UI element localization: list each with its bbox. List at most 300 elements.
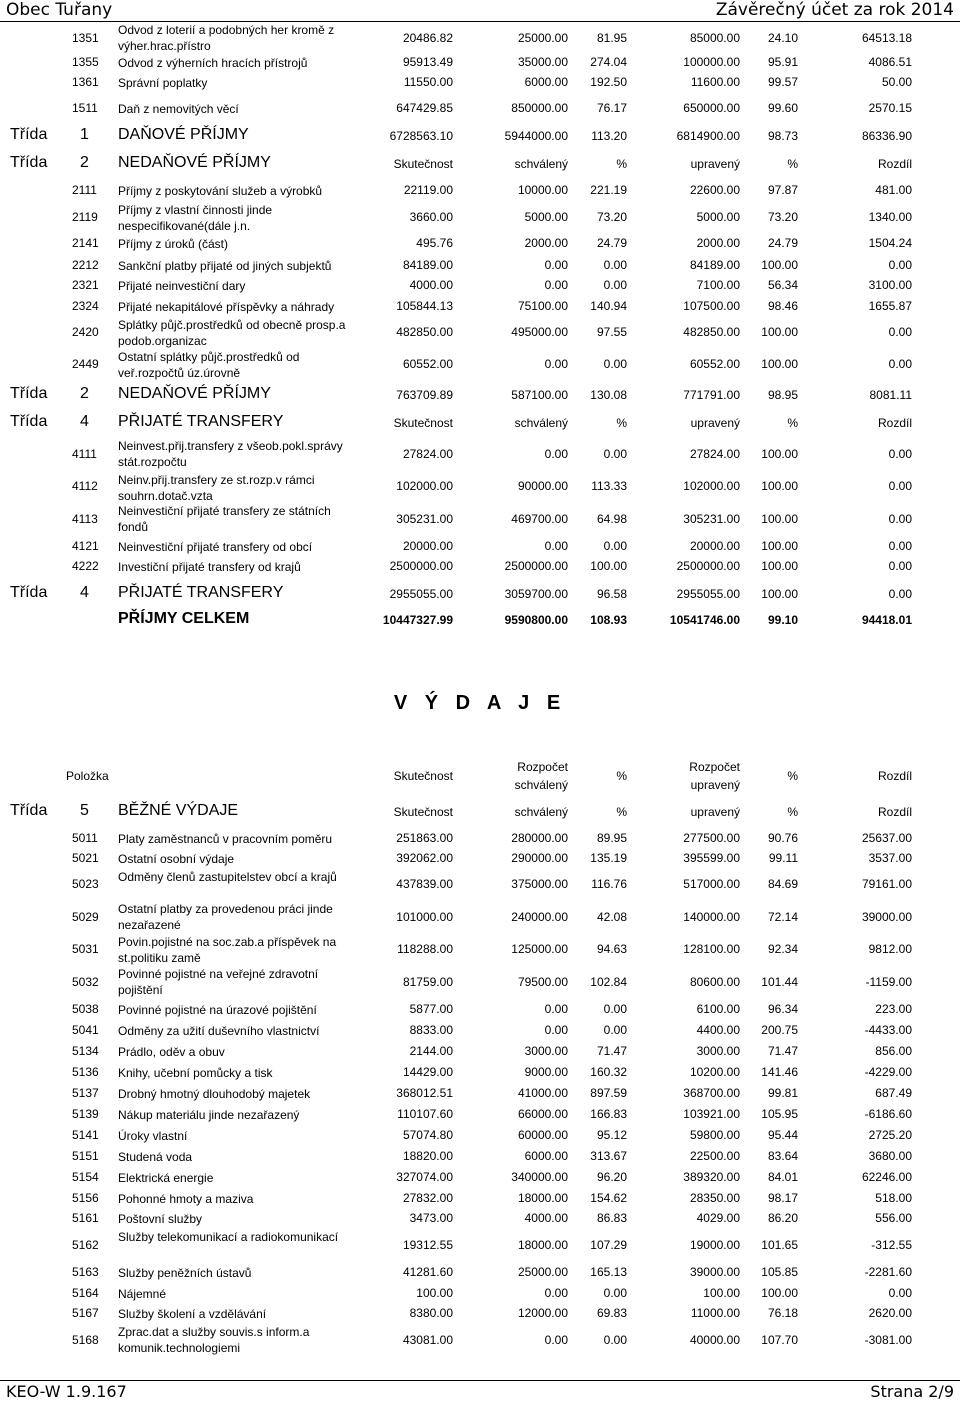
- row-name: Odměny za užití duševního vlastnictví: [118, 1024, 320, 1038]
- row-name: Přijaté nekapitálové příspěvky a náhrady: [118, 300, 335, 314]
- row-value-p1: 86.83: [596, 1211, 627, 1225]
- row-value-up: 128100.00: [683, 942, 740, 956]
- trida-label: Třída: [10, 385, 48, 402]
- row-value-sch: 495000.00: [511, 325, 568, 339]
- row-value-p2: 101.65: [761, 1238, 798, 1252]
- row-name: Nájemné: [118, 1287, 167, 1301]
- trida-label: Třída: [10, 126, 48, 143]
- row-value-p1: 221.19: [590, 183, 627, 197]
- row-value-r: 3100.00: [868, 278, 912, 292]
- row-value-p1: 0.00: [603, 447, 627, 461]
- table-row: [0, 317, 960, 349]
- trida-value-r: 8081.11: [869, 388, 912, 402]
- row-code: 5154: [72, 1170, 99, 1184]
- row-name: Odvod z loterií a podobných her kromě z výher.hrac.přístro: [118, 23, 335, 53]
- row-value-p2: 92.34: [767, 942, 798, 956]
- row-code: 2141: [72, 236, 99, 250]
- row-value-p2: 100.00: [761, 539, 798, 553]
- row-value-sch: 41000.00: [517, 1086, 568, 1100]
- row-value-p1: 102.84: [590, 975, 627, 989]
- trida-value-sch: schválený: [514, 416, 568, 430]
- row-value-r: -4433.00: [864, 1023, 912, 1037]
- row-code: 5156: [72, 1191, 99, 1205]
- row-value-p1: 107.29: [590, 1238, 627, 1252]
- row-name: Přijaté neinvestiční dary: [118, 279, 246, 293]
- row-value-p2: 56.34: [767, 278, 798, 292]
- row-value-sch: 0.00: [544, 258, 568, 272]
- row-value-r: 556.00: [875, 1211, 912, 1225]
- row-value-p2: 200.75: [761, 1023, 798, 1037]
- row-value-r: -1159.00: [865, 975, 912, 989]
- row-value-p2: 100.00: [761, 1286, 798, 1300]
- row-code: 4112: [72, 479, 98, 493]
- col-schvaleny: schválený: [514, 778, 568, 792]
- row-value-r: 0.00: [888, 539, 912, 553]
- col-pct1: %: [616, 769, 627, 783]
- row-value-p2: 90.76: [767, 831, 798, 845]
- row-value-r: -6186.60: [864, 1107, 912, 1121]
- row-value-p1: 69.83: [596, 1306, 627, 1320]
- table-row: [0, 829, 960, 849]
- row-value-up: 39000.00: [689, 1265, 740, 1279]
- table-row: [0, 74, 960, 92]
- row-value-s: 8833.00: [409, 1023, 453, 1037]
- row-value-sch: 0.00: [544, 278, 568, 292]
- trida-value-p2: %: [787, 416, 798, 430]
- col-rozpocet-a: Rozpočet: [517, 760, 568, 774]
- trida-value-s: Skutečnost: [393, 805, 453, 819]
- row-value-p1: 42.08: [596, 910, 627, 924]
- row-name: Správní poplatky: [118, 76, 208, 90]
- row-value-r: 64513.18: [861, 31, 912, 45]
- row-value-up: 395599.00: [683, 851, 740, 865]
- row-value-p2: 95.91: [767, 55, 798, 69]
- trida-number: 1: [80, 126, 89, 143]
- trida-total-row: [0, 124, 960, 146]
- row-value-up: 85000.00: [689, 31, 740, 45]
- row-code: 1361: [72, 75, 99, 89]
- row-name: Daň z nemovitých věcí: [118, 102, 239, 116]
- row-value-sch: 340000.00: [511, 1170, 568, 1184]
- row-value-sch: 0.00: [544, 1023, 568, 1037]
- row-value-p1: 94.63: [596, 942, 627, 956]
- row-value-p1: 113.33: [591, 479, 627, 493]
- table-row: [0, 1168, 960, 1188]
- celkem-value-sch: 9590800.00: [504, 613, 568, 627]
- row-value-sch: 60000.00: [517, 1128, 568, 1142]
- trida-label: Třída: [10, 154, 48, 171]
- row-value-p1: 0.00: [603, 1286, 627, 1300]
- row-value-s: 110107.60: [397, 1107, 453, 1121]
- row-value-r: 79161.00: [861, 877, 912, 891]
- trida-value-p1: %: [616, 805, 627, 819]
- row-value-p1: 0.00: [603, 258, 627, 272]
- table-row: [0, 538, 960, 556]
- row-name: Ostatní osobní výdaje: [118, 852, 235, 866]
- table-row: [0, 503, 960, 537]
- row-value-s: 27832.00: [402, 1191, 453, 1205]
- row-value-sch: 375000.00: [511, 877, 568, 891]
- row-value-sch: 25000.00: [517, 31, 568, 45]
- trida-name: NEDAŇOVÉ PŘÍJMY: [118, 385, 271, 402]
- row-name: Studená voda: [118, 1150, 193, 1164]
- row-value-p1: 192.50: [590, 75, 627, 89]
- row-value-up: 11600.00: [690, 75, 740, 89]
- row-name: Investiční přijaté transfery od krajů: [118, 560, 301, 574]
- row-value-p2: 100.00: [761, 559, 798, 573]
- row-value-s: 100.00: [416, 1286, 453, 1300]
- row-value-s: 4000.00: [409, 278, 453, 292]
- row-value-s: 11550.00: [403, 75, 453, 89]
- row-value-sch: 79500.00: [517, 975, 568, 989]
- row-value-up: 3000.00: [696, 1044, 740, 1058]
- trida-value-r: 86336.90: [861, 129, 912, 143]
- trida-name: PŘIJATÉ TRANSFERY: [118, 584, 284, 601]
- row-value-p2: 100.00: [761, 512, 798, 526]
- trida-value-sch: 3059700.00: [504, 587, 568, 601]
- row-value-sch: 0.00: [544, 447, 568, 461]
- row-name: Drobný hmotný dlouhodobý majetek: [118, 1087, 311, 1101]
- row-value-s: 118288.00: [397, 942, 453, 956]
- row-value-s: 495.76: [416, 236, 453, 250]
- row-name: Odměny členů zastupitelstev obcí a krajů: [118, 870, 337, 884]
- trida-number: 4: [80, 584, 89, 601]
- row-value-s: 327074.00: [396, 1170, 453, 1184]
- row-value-s: 43081.00: [402, 1333, 453, 1347]
- row-value-r: 2570.15: [868, 101, 912, 115]
- row-value-s: 27824.00: [402, 447, 453, 461]
- row-code: 5136: [72, 1065, 99, 1079]
- trida-value-p1: %: [616, 157, 627, 171]
- row-value-up: 517000.00: [683, 877, 740, 891]
- row-value-p2: 98.17: [767, 1191, 798, 1205]
- row-value-sch: 469700.00: [511, 512, 568, 526]
- row-value-s: 392062.00: [396, 851, 453, 865]
- row-value-up: 11000.00: [690, 1306, 740, 1320]
- row-name: Povin.pojistné na soc.zab.a příspěvek na st.politiku zamě: [118, 935, 337, 965]
- trida-value-p1: 96.58: [596, 587, 627, 601]
- trida-value-up: 6814900.00: [676, 129, 740, 143]
- row-value-s: 41281.60: [402, 1265, 453, 1279]
- trida-value-p1: 113.20: [591, 129, 627, 143]
- row-value-sch: 18000.00: [517, 1238, 568, 1252]
- trida-value-s: 2955055.00: [389, 587, 453, 601]
- trida-value-r: 0.00: [888, 587, 912, 601]
- trida-total-row: [0, 383, 960, 405]
- row-value-p2: 99.60: [767, 101, 798, 115]
- row-value-r: 0.00: [888, 258, 912, 272]
- row-code: 5168: [72, 1333, 99, 1347]
- trida-name: PŘIJATÉ TRANSFERY: [118, 413, 284, 430]
- celkem-value-up: 10541746.00: [669, 613, 740, 627]
- table-row: [0, 54, 960, 72]
- table-row: [0, 1063, 960, 1083]
- row-value-r: 0.00: [888, 559, 912, 573]
- row-code: 4111: [72, 447, 97, 461]
- row-value-up: 4400.00: [696, 1023, 740, 1037]
- row-name: Příjmy z poskytování služeb a výrobků: [118, 184, 323, 198]
- row-name: Neinv.přij.transfery ze st.rozp.v rámci souhrn.dotač.vzta: [118, 473, 315, 503]
- row-code: 5032: [72, 975, 99, 989]
- row-name: Úroky vlastní: [118, 1129, 188, 1143]
- row-value-sch: 2000.00: [524, 236, 568, 250]
- row-value-r: 2620.00: [868, 1306, 912, 1320]
- table-row: [0, 1021, 960, 1041]
- row-value-p1: 97.55: [596, 325, 627, 339]
- row-name: Sankční platby přijaté od jiných subjektů: [118, 259, 332, 273]
- row-value-s: 251863.00: [396, 831, 453, 845]
- row-code: 5021: [72, 851, 99, 865]
- row-value-up: 19000.00: [689, 1238, 740, 1252]
- row-code: 5137: [72, 1086, 99, 1100]
- row-value-p2: 100.00: [761, 258, 798, 272]
- row-value-up: 650000.00: [683, 101, 740, 115]
- row-value-sch: 290000.00: [511, 851, 568, 865]
- row-value-r: -4229.00: [864, 1065, 912, 1079]
- row-value-p1: 140.94: [590, 299, 627, 313]
- row-value-up: 27824.00: [689, 447, 740, 461]
- row-value-r: -3081.00: [864, 1333, 912, 1347]
- trida-label: Třída: [10, 413, 48, 430]
- trida-value-s: Skutečnost: [393, 416, 453, 430]
- trida-number: 2: [80, 154, 89, 171]
- row-value-p1: 89.95: [596, 831, 627, 845]
- row-value-r: 25637.00: [861, 831, 912, 845]
- row-value-r: 481.00: [875, 183, 912, 197]
- row-value-up: 102000.00: [683, 479, 740, 493]
- row-value-r: 50.00: [881, 75, 912, 89]
- row-value-p2: 107.70: [761, 1333, 798, 1347]
- col-pct2: %: [787, 769, 798, 783]
- trida-label: Třída: [10, 802, 48, 819]
- col-rozdil: Rozdíl: [877, 769, 912, 783]
- row-value-up: 22600.00: [689, 183, 740, 197]
- trida-heading-row: [0, 152, 960, 174]
- row-code: 5038: [72, 1002, 99, 1016]
- trida-value-up: 771791.00: [683, 388, 740, 402]
- footer-divider: [0, 1380, 960, 1381]
- row-code: 1351: [72, 31, 99, 45]
- row-value-p1: 160.32: [590, 1065, 627, 1079]
- row-value-p1: 100.00: [590, 559, 627, 573]
- table-row: [0, 472, 960, 502]
- row-value-s: 105844.13: [396, 299, 453, 313]
- row-value-p1: 24.79: [596, 236, 627, 250]
- row-value-sch: 3000.00: [524, 1044, 568, 1058]
- row-value-p1: 116.76: [591, 877, 627, 891]
- row-value-sch: 5000.00: [524, 210, 568, 224]
- trida-value-p1: 130.08: [590, 388, 627, 402]
- row-code: 5167: [72, 1306, 99, 1320]
- row-value-r: 0.00: [888, 447, 912, 461]
- row-name: Poštovní služby: [118, 1212, 203, 1226]
- table-row: [0, 438, 960, 472]
- row-value-s: 8380.00: [409, 1306, 453, 1320]
- trida-value-r: Rozdíl: [877, 805, 912, 819]
- row-value-up: 4029.00: [696, 1211, 740, 1225]
- row-value-s: 22119.00: [403, 183, 453, 197]
- row-value-p1: 274.04: [590, 55, 627, 69]
- row-value-up: 60552.00: [689, 357, 740, 371]
- row-value-s: 20000.00: [402, 539, 453, 553]
- row-value-up: 2000.00: [696, 236, 740, 250]
- trida-heading-row: [0, 800, 960, 822]
- row-code: 5041: [72, 1023, 99, 1037]
- row-value-up: 389320.00: [683, 1170, 740, 1184]
- table-row: [0, 1105, 960, 1125]
- table-row: [0, 966, 960, 1000]
- row-value-r: 4086.51: [868, 55, 912, 69]
- row-name: Služby telekomunikací a radiokomunikací: [118, 1230, 339, 1244]
- row-value-sch: 9000.00: [524, 1065, 568, 1079]
- row-value-s: 14429.00: [402, 1065, 453, 1079]
- table-row: [0, 257, 960, 275]
- table-row: [0, 1229, 960, 1263]
- row-value-up: 80600.00: [689, 975, 740, 989]
- row-value-s: 482850.00: [396, 325, 453, 339]
- row-value-up: 277500.00: [683, 831, 740, 845]
- row-code: 5164: [72, 1286, 99, 1300]
- row-value-s: 305231.00: [396, 512, 453, 526]
- row-code: 1355: [72, 55, 99, 69]
- row-value-up: 6100.00: [696, 1002, 740, 1016]
- trida-value-s: 763709.89: [396, 388, 453, 402]
- table-row: [0, 869, 960, 901]
- row-value-s: 5877.00: [409, 1002, 453, 1016]
- row-value-s: 20486.82: [402, 31, 453, 45]
- row-code: 2119: [72, 210, 98, 224]
- row-value-s: 84189.00: [402, 258, 453, 272]
- row-value-sch: 25000.00: [517, 1265, 568, 1279]
- row-value-up: 40000.00: [689, 1333, 740, 1347]
- expense-column-header: [0, 757, 960, 797]
- trida-name: NEDAŇOVÉ PŘÍJMY: [118, 154, 271, 171]
- row-value-s: 3473.00: [409, 1211, 453, 1225]
- row-value-p1: 0.00: [603, 539, 627, 553]
- row-name: Nákup materiálu jinde nezařazený: [118, 1108, 300, 1122]
- row-value-p2: 99.57: [767, 75, 798, 89]
- table-row: [0, 349, 960, 381]
- row-name: Platy zaměstnanců v pracovním poměru: [118, 832, 333, 846]
- row-name: Zprac.dat a služby souvis.s inform.a komunik.technologiemi: [118, 1325, 310, 1355]
- celkem-value-p1: 108.93: [590, 613, 627, 627]
- table-row: [0, 849, 960, 869]
- row-value-r: 0.00: [888, 512, 912, 526]
- table-row: [0, 277, 960, 295]
- celkem-value-p2: 99.10: [767, 613, 798, 627]
- row-name: Služby peněžních ústavů: [118, 1266, 252, 1280]
- row-value-p1: 897.59: [590, 1086, 627, 1100]
- row-value-up: 59800.00: [689, 1128, 740, 1142]
- row-value-up: 20000.00: [689, 539, 740, 553]
- row-value-up: 103921.00: [683, 1107, 740, 1121]
- table-row: [0, 1210, 960, 1228]
- row-value-p1: 0.00: [603, 1333, 627, 1347]
- row-value-s: 647429.85: [396, 101, 453, 115]
- row-value-p2: 72.14: [767, 910, 798, 924]
- col-skutecnost: Skutečnost: [393, 769, 453, 783]
- header-municipality: Obec Tuřany: [6, 0, 113, 20]
- row-value-p2: 100.00: [761, 479, 798, 493]
- row-value-up: 368700.00: [683, 1086, 740, 1100]
- row-code: 5162: [72, 1238, 99, 1252]
- row-name: Služby školení a vzdělávání: [118, 1307, 267, 1321]
- row-value-r: -2281.60: [864, 1265, 912, 1279]
- row-value-p2: 99.11: [768, 851, 798, 865]
- row-value-p2: 100.00: [761, 447, 798, 461]
- row-value-p1: 135.19: [590, 851, 627, 865]
- row-value-p1: 0.00: [603, 1023, 627, 1037]
- trida-heading-row: [0, 411, 960, 433]
- row-value-up: 305231.00: [683, 512, 740, 526]
- trida-value-p2: 98.95: [767, 388, 798, 402]
- trida-value-up: upravený: [690, 157, 740, 171]
- row-value-up: 7100.00: [696, 278, 740, 292]
- row-value-sch: 125000.00: [511, 942, 568, 956]
- table-row: [0, 901, 960, 934]
- row-value-s: 2500000.00: [389, 559, 453, 573]
- row-name: Prádlo, oděv a obuv: [118, 1045, 225, 1059]
- celkem-row: [0, 608, 960, 630]
- trida-name: BĚŽNÉ VÝDAJE: [118, 802, 239, 819]
- celkem-label: PŘÍJMY CELKEM: [118, 610, 250, 627]
- row-name: Příjmy z úroků (část): [118, 237, 229, 251]
- row-value-r: 0.00: [888, 1286, 912, 1300]
- row-value-up: 28350.00: [689, 1191, 740, 1205]
- row-value-sch: 75100.00: [517, 299, 568, 313]
- row-value-r: 1340.00: [868, 210, 912, 224]
- table-row: [0, 1263, 960, 1283]
- row-value-s: 81759.00: [402, 975, 453, 989]
- row-value-p1: 81.95: [596, 31, 627, 45]
- row-name: Povinné pojistné na veřejné zdravotní pojištění: [118, 967, 319, 997]
- row-value-p1: 313.67: [590, 1149, 627, 1163]
- row-code: 5141: [72, 1128, 99, 1142]
- row-value-sch: 240000.00: [511, 910, 568, 924]
- row-code: 5151: [72, 1149, 99, 1163]
- row-name: Ostatní splátky půjč.prostředků od veř.rozpočtů úz.úrovně: [118, 350, 300, 380]
- col-rozpocet-b: Rozpočet: [689, 760, 740, 774]
- table-row: [0, 182, 960, 200]
- footer-page: Strana 2/9: [870, 1382, 954, 1401]
- trida-value-sch: 5944000.00: [504, 129, 568, 143]
- trida-label: Třída: [10, 584, 48, 601]
- row-value-up: 107500.00: [683, 299, 740, 313]
- vydaje-title: V Ý D A J E: [393, 692, 567, 714]
- row-name: Knihy, učební pomůcky a tisk: [118, 1066, 273, 1080]
- row-name: Neinvestiční přijaté transfery ze státních fondů: [118, 504, 331, 534]
- row-value-s: 101000.00: [396, 910, 453, 924]
- row-value-p2: 100.00: [761, 325, 798, 339]
- trida-name: DAŇOVÉ PŘÍJMY: [118, 126, 249, 143]
- row-name: Elektrická energie: [118, 1171, 214, 1185]
- row-code: 4222: [72, 559, 99, 573]
- row-value-p1: 165.13: [590, 1265, 627, 1279]
- trida-value-up: upravený: [690, 416, 740, 430]
- row-value-p1: 96.20: [596, 1170, 627, 1184]
- row-value-p2: 84.01: [767, 1170, 798, 1184]
- row-code: 2324: [72, 299, 99, 313]
- row-value-sch: 12000.00: [517, 1306, 568, 1320]
- row-value-sch: 18000.00: [517, 1191, 568, 1205]
- row-value-up: 5000.00: [696, 210, 740, 224]
- celkem-value-s: 10447327.99: [382, 613, 453, 627]
- table-row: [0, 202, 960, 234]
- row-value-up: 22500.00: [689, 1149, 740, 1163]
- row-value-sch: 90000.00: [517, 479, 568, 493]
- row-value-p2: 100.00: [761, 357, 798, 371]
- row-value-r: 0.00: [888, 357, 912, 371]
